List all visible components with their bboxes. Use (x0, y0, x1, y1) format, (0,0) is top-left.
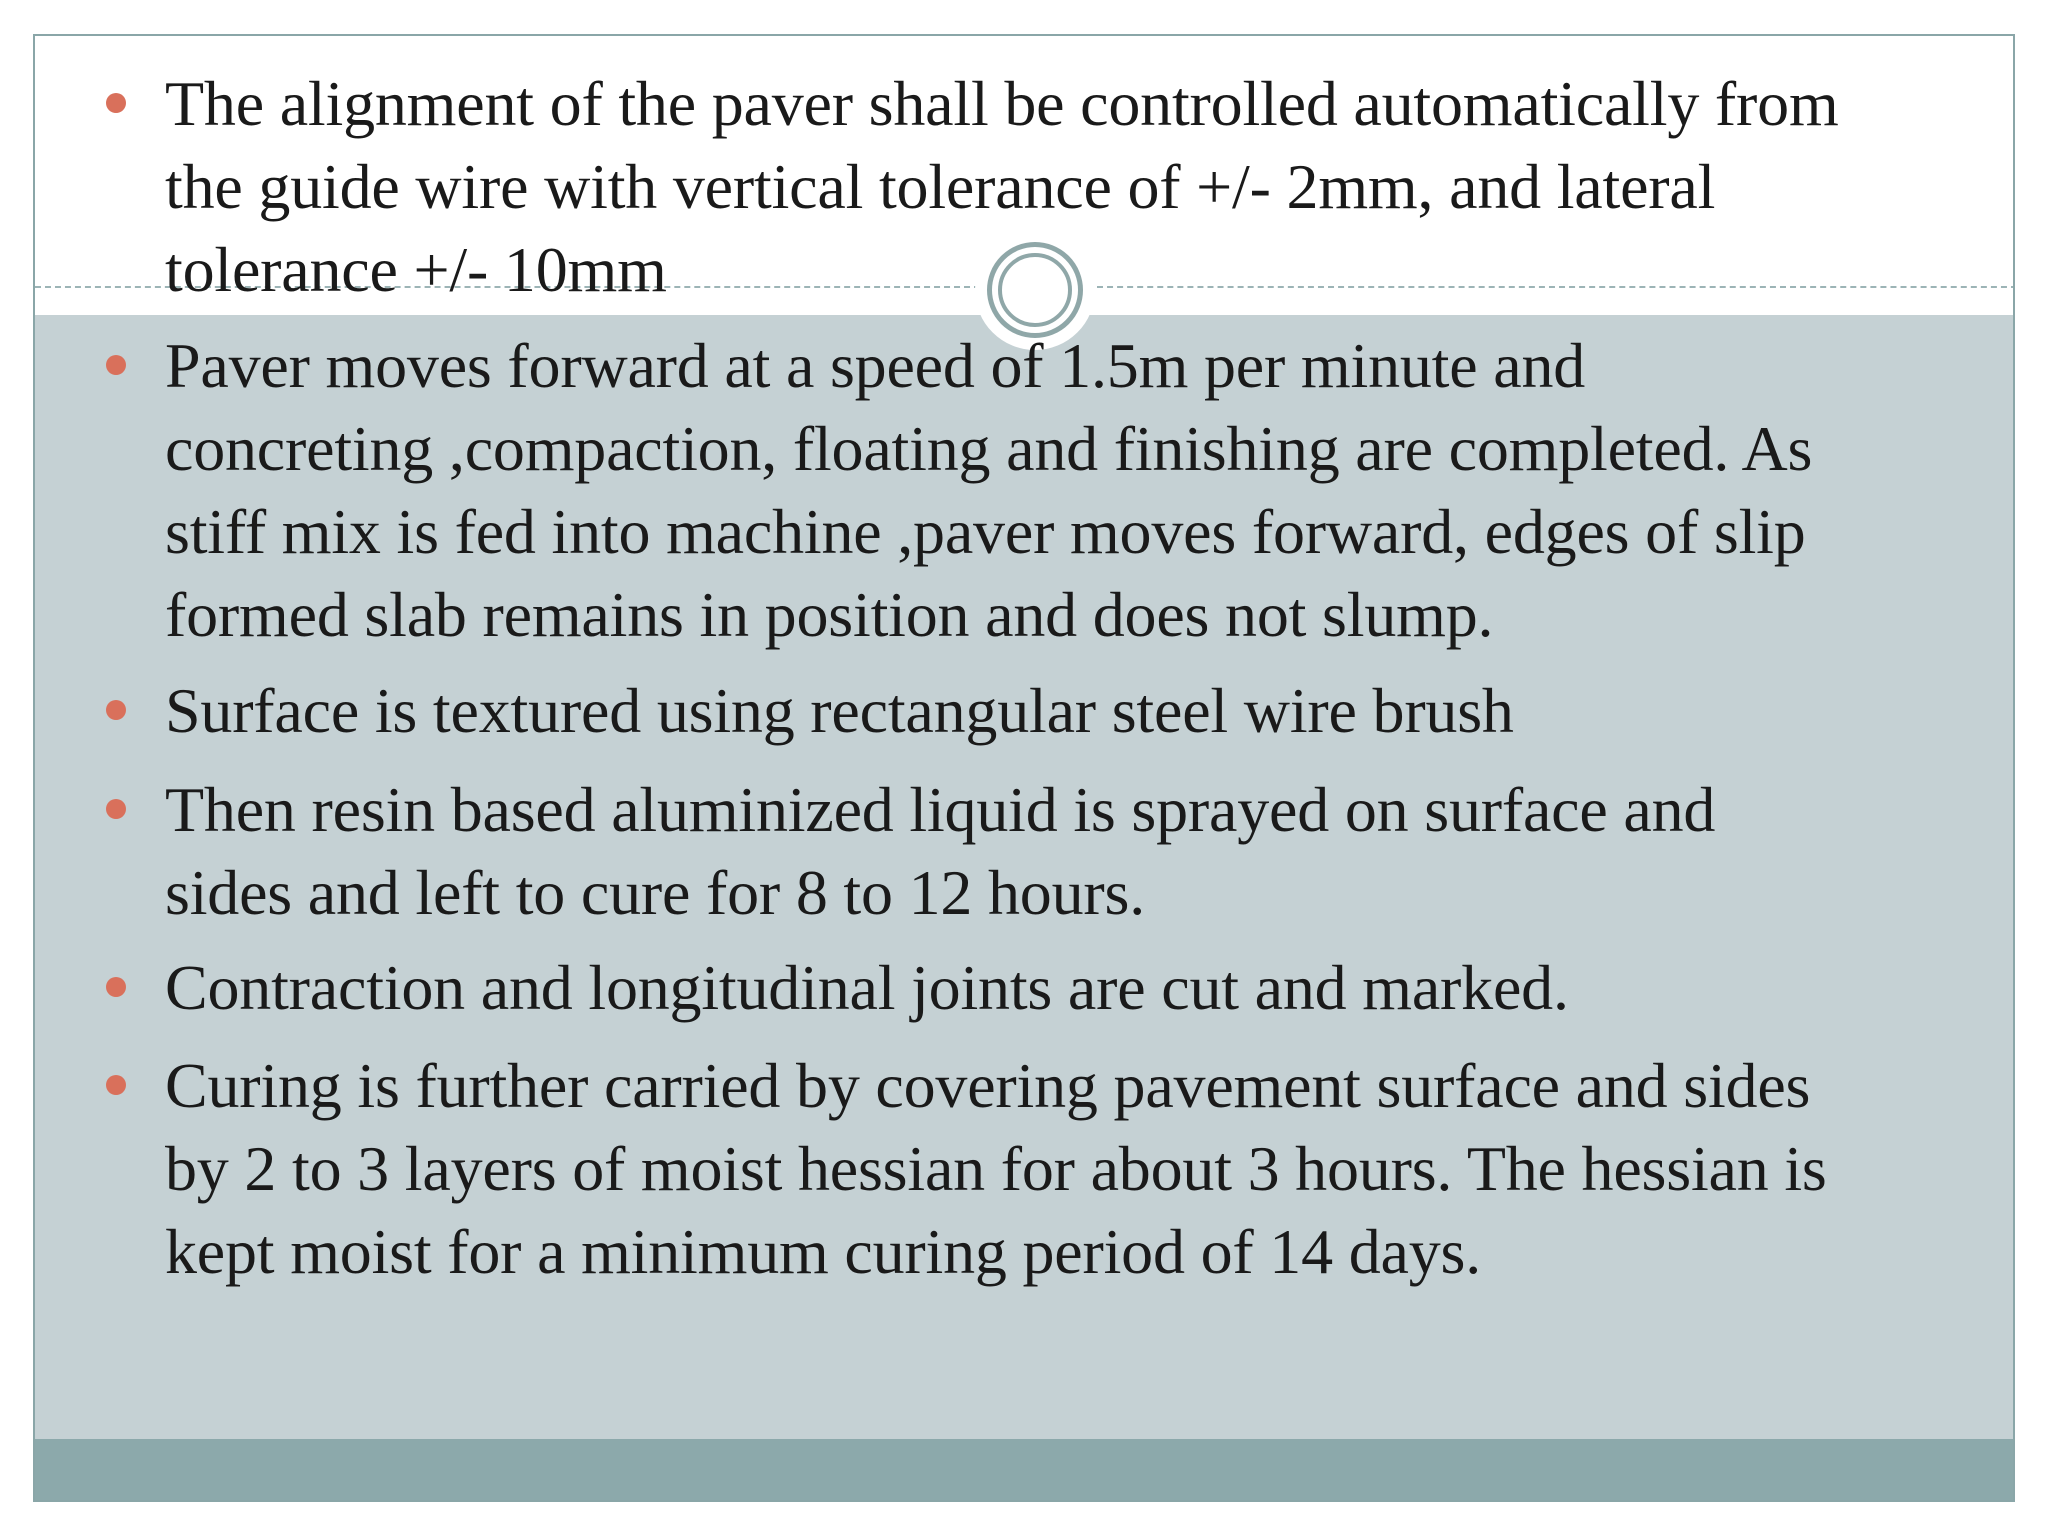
bullet-text: Surface is textured using rectangular steel wire brush (165, 675, 1514, 746)
bullet-dot-icon (106, 799, 126, 819)
bullet-item (165, 1044, 2005, 1293)
bullet-item (165, 946, 2005, 1029)
slide-footer-band (35, 1439, 2013, 1502)
bullet-dot-icon (106, 93, 126, 113)
slide (33, 34, 2015, 1502)
bullet-item (165, 669, 2005, 752)
bullet-item (165, 324, 2005, 656)
bullet-text: Then resin based aluminized liquid is sprayed on surface and sides and left to cure for 8 to 12 hours. (165, 774, 1716, 928)
bullet-dot-icon (106, 977, 126, 997)
bullet-text: Curing is further carried by covering pavement surface and sides by 2 to 3 layers of moist hessian for about 3 hours. The hessian is kept moist for a minimum curing period of 14 days. (165, 1050, 1827, 1287)
bullet-item (165, 768, 2005, 934)
bullet-dot-icon (106, 355, 126, 375)
bullet-item (165, 62, 2005, 311)
bullet-text: Paver moves forward at a speed of 1.5m per minute and concreting ,compaction, floating and finishing are completed. As stiff mix is fed into machine ,paver moves forward, edges of slip formed slab remains in position and does not slump. (165, 330, 1813, 650)
bullet-dot-icon (106, 1075, 126, 1095)
bullet-text: The alignment of the paver shall be controlled automatically from the guide wire with vertical tolerance of +/- 2mm, and lateral tolerance +/- 10mm (165, 68, 1839, 305)
bullet-dot-icon (106, 700, 126, 720)
bullet-text: Contraction and longitudinal joints are cut and marked. (165, 952, 1569, 1023)
